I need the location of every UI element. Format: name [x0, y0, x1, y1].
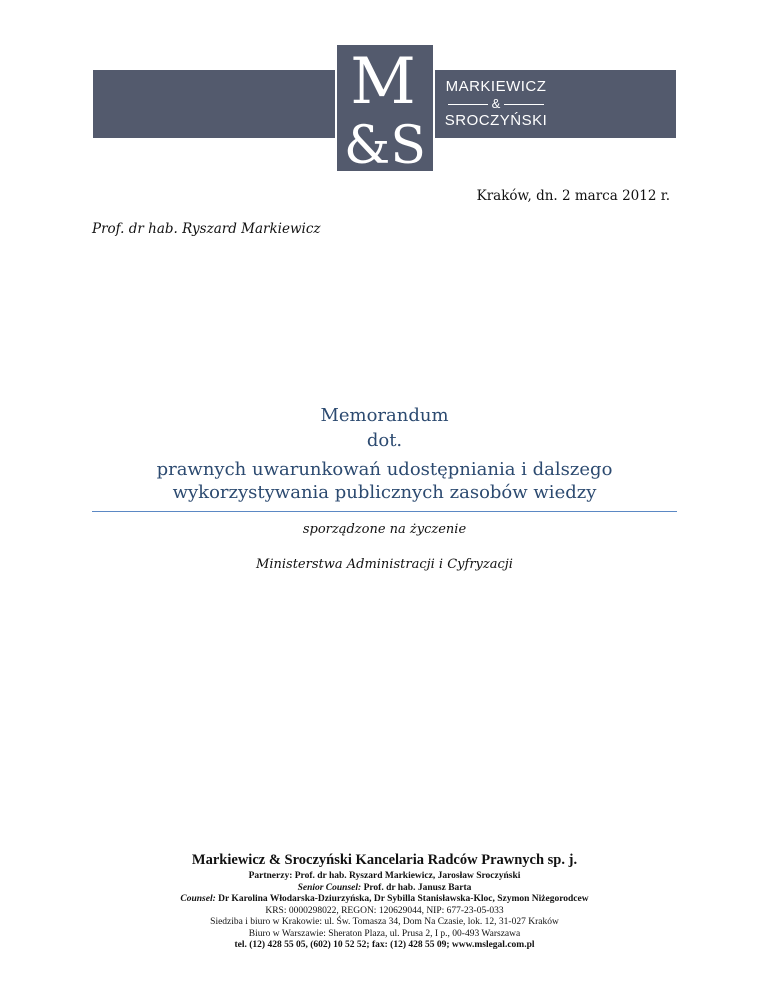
document-recipient: Ministerstwa Administracji i Cyfryzacji [256, 557, 513, 572]
footer-partners [92, 871, 677, 883]
footer-counsel-names: Dr Karolina Włodarska-Dziurzyńska, Dr Sybilla Stanisławska-Kloc, Szymon Niżegorodcew [218, 894, 589, 904]
title-subject-line1: prawnych uwarunkowań udostępniania i dalszego [156, 459, 613, 480]
firm-name-ampersand-row [441, 96, 551, 112]
footer-senior-counsel [92, 883, 677, 895]
divider [448, 104, 488, 105]
footer-warsaw-office: Biuro w Warszawie: Sheraton Plaza, ul. Prusa 2, I p., 00-493 Warszawa [248, 928, 521, 939]
footer-registry: KRS: 0000298022, REGON: 120629044, NIP: 677-23-05-033 [265, 905, 504, 916]
title-dot: dot. [366, 430, 403, 451]
footer-company-name: Markiewicz & Sroczyński Kancelaria Radców Prawnych sp. j. [191, 852, 578, 868]
document-subtitle: sporządzone na życzenie [302, 522, 467, 537]
firm-name-line1: MARKIEWICZ [445, 78, 547, 95]
title-subject-line2: wykorzystywania publicznych zasobów wiedzy [172, 482, 597, 503]
firm-name-line2: SROCZYŃSKI [444, 112, 548, 129]
title-memorandum: Memorandum [320, 405, 449, 426]
footer-counsel [92, 894, 677, 906]
document-date: Kraków, dn. 2 marca 2012 r. [476, 188, 670, 204]
firm-name-wordmark [441, 78, 551, 130]
document-author: Prof. dr hab. Ryszard Markiewicz [92, 221, 321, 237]
footer-senior-counsel-name: Prof. dr hab. Janusz Barta [363, 882, 472, 893]
footer-contact: tel. (12) 428 55 05, (602) 10 52 52; fax: (12) 428 55 09; www.mslegal.com.pl [234, 940, 535, 950]
letterhead-footer [92, 851, 677, 952]
document-title [92, 404, 677, 504]
divider [504, 104, 544, 105]
firm-name-ampersand: & [491, 96, 501, 111]
monogram-logo-icon [337, 45, 433, 171]
logo-letters-and-s: &S [344, 116, 426, 171]
title-divider [92, 511, 677, 512]
footer-krakow-office: Siedziba i biuro w Krakowie: ul. Św. Tomasza 34, Dom Na Czasie, lok. 12, 31-027 Kraków [210, 917, 559, 927]
footer-counsel-label: Counsel: [180, 894, 216, 904]
footer-partners-label: Partnerzy: [248, 871, 293, 881]
footer-senior-counsel-label: Senior Counsel: [297, 882, 362, 893]
logo-letter-m: M [350, 45, 416, 119]
firm-logo [335, 45, 435, 171]
footer-partners-names: Prof. dr hab. Ryszard Markiewicz, Jarosław Sroczyński [294, 871, 521, 881]
